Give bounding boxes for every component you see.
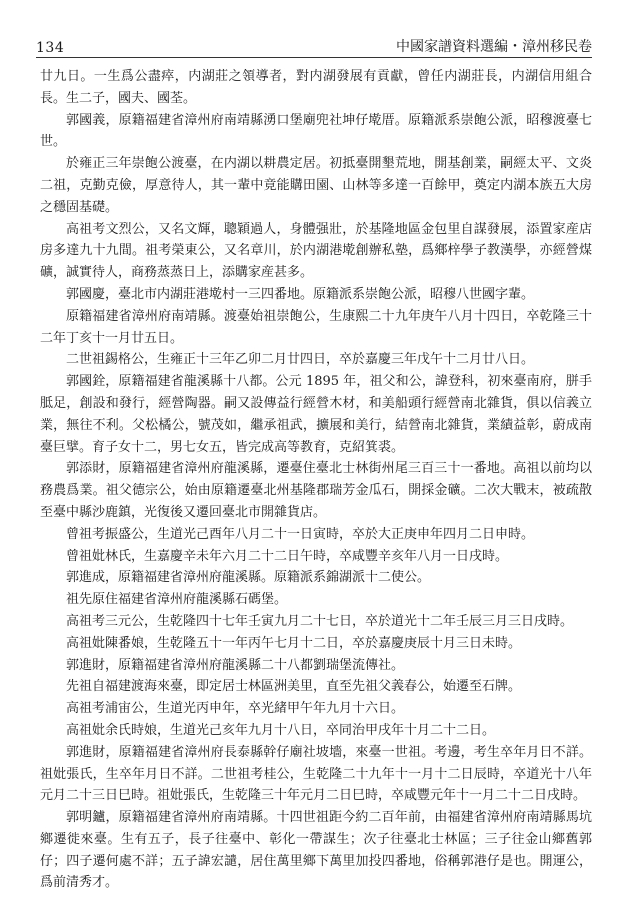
paragraph: 高祖考三元公，生乾隆四十七年壬寅九月二十七日，卒於道光十二年壬辰三月三日戌時。 xyxy=(66,613,574,629)
paragraph: 二世祖錫格公，生雍正十三年乙卯二月廿四日，卒於嘉慶三年戊午十二月廿八日。 xyxy=(66,352,535,368)
paragraph: 郭明鑪，原籍福建省漳州府南靖縣。十四世祖距今約二百年前，由福建省漳州府南靖縣馬坑鄉遷徙來臺。生有五子，長子往臺中、彰化一帶謀生；次子往臺北士林區；三子往金山鄉舊郭仔；四子遷何處不詳；五子諱宏譴，居住萬里鄉下萬里加投四番地，俗稱郭港仔是也。開運公，爲前清秀才。 xyxy=(40,810,592,891)
paragraph: 先祖自福建渡海來臺，即定居士林區洲美里，直至先祖父義春公，始遷至石牌。 xyxy=(66,679,522,695)
running-title: 中國家譜資料選編・漳州移民卷 xyxy=(396,39,592,55)
paragraph: 祖先原住福建省漳州府龍溪縣石碼堡。 xyxy=(66,592,288,608)
page-header xyxy=(36,30,592,56)
paragraph: 高祖考文烈公，又名文輝，聰穎過人，身體强壯，於基隆地區金包里自謀發展，添置家産店房多達九十九間。祖考榮東公，又名章川，於内湖港墘創辦私塾，爲鄉梓學子教漢學，亦經營煤礦，誠實待人，商務蒸蒸日上，添購家産甚多。 xyxy=(40,221,592,281)
header-rule xyxy=(36,57,592,58)
paragraph: 廿九日。一生爲公盡瘁，内湖莊之領導者，對内湖發展有貢獻，曾任内湖莊長，内湖信用組合長。生二子，國夫、國荃。 xyxy=(40,69,592,106)
paragraph: 郭添財，原籍福建省漳州府龍溪縣，遷臺住臺北士林街州尾三百三十一番地。高祖以前均以務農爲業。祖父德宗公，始由原籍遷臺北州基隆郡瑞芳金瓜石，開採金礦。二次大戰末，被疏散至臺中縣沙鹿鎮，光復後又遷回臺北市開雜貨店。 xyxy=(40,461,592,520)
paragraph: 郭國慶，臺北市内湖莊港墘村一三四番地。原籍派系崇飽公派，昭穆八世國字輩。 xyxy=(66,286,535,302)
page-body xyxy=(40,66,592,894)
paragraph: 曾祖考振盛公，生道光己酉年八月二十一日寅時，卒於大正庚申年四月二日申時。 xyxy=(66,526,535,542)
paragraph: 郭國銓，原籍福建省龍溪縣十八都。公元 1895 年，祖父和公，諱登科，初來臺南府，胼手胝足，創設和發行，經營陶器。嗣又設傳益行經營木材，和美船頭行經營南北雜貨，俱以信義立業，無往不利。父松橘公，號茂如，繼承祖武，擴展和美行，結營南北雜貨，業績益彰，蔚成南臺巨擘。育子女十二，男七女五，皆完成高等教育，克紹箕裘。 xyxy=(40,374,592,455)
paragraph: 曾祖妣林氏，生嘉慶辛未年六月二十二日午時，卒咸豐辛亥年八月一日戌時。 xyxy=(66,548,509,564)
paragraph: 郭進成，原籍福建省漳州府龍溪縣。原籍派系錦湖派十二使公。 xyxy=(66,570,431,586)
paragraph: 高祖考浦宙公，生道光丙申年，卒光緒甲午年九月十六日。 xyxy=(66,701,405,717)
paragraph: 高祖妣余氏時娘，生道光己亥年九月十八日，卒同治甲戌年十月二十二日。 xyxy=(66,722,496,738)
paragraph: 原籍福建省漳州府南靖縣。渡臺始祖崇飽公，生康熙二十九年庚午八月十四日，卒乾隆三十二年丁亥十一月廿五日。 xyxy=(40,308,592,346)
paragraph: 高祖妣陳番娘，生乾隆五十一年丙午七月十二日，卒於嘉慶庚辰十月三日未時。 xyxy=(66,635,522,651)
page-number: 134 xyxy=(36,40,65,56)
paragraph: 郭進財，原籍福建省漳州府長泰縣幹仔廟社坡墻，來臺一世祖。考邊，考生卒年月日不詳。祖妣張氏，生卒年月日不詳。二世祖考桂公，生乾隆二十九年十一月十二日辰時，卒道光十八年元月二十三日巳時。祖妣張氏，生乾隆三十年元月二日巳時，卒咸豐元年十一月二十二日戌時。 xyxy=(40,744,592,804)
paragraph: 郭國義，原籍福建省漳州府南靖縣湧口堡廟兜社坤仔墘厝。原籍派系崇飽公派，昭穆渡臺七世。 xyxy=(40,112,592,150)
paragraph: 於雍正三年崇飽公渡臺，在内湖以耕農定居。初抵臺開墾荒地，開基創業，嗣經太平、文炎二祖，克勤克儉，厚意待人，其一輩中竟能購田園、山林等多達一百餘甲，奠定内湖本族五大房之穩固基礎。 xyxy=(40,156,592,215)
paragraph: 郭進財，原籍福建省漳州府龍溪縣二十八都劉瑞堡流傳社。 xyxy=(66,657,405,673)
